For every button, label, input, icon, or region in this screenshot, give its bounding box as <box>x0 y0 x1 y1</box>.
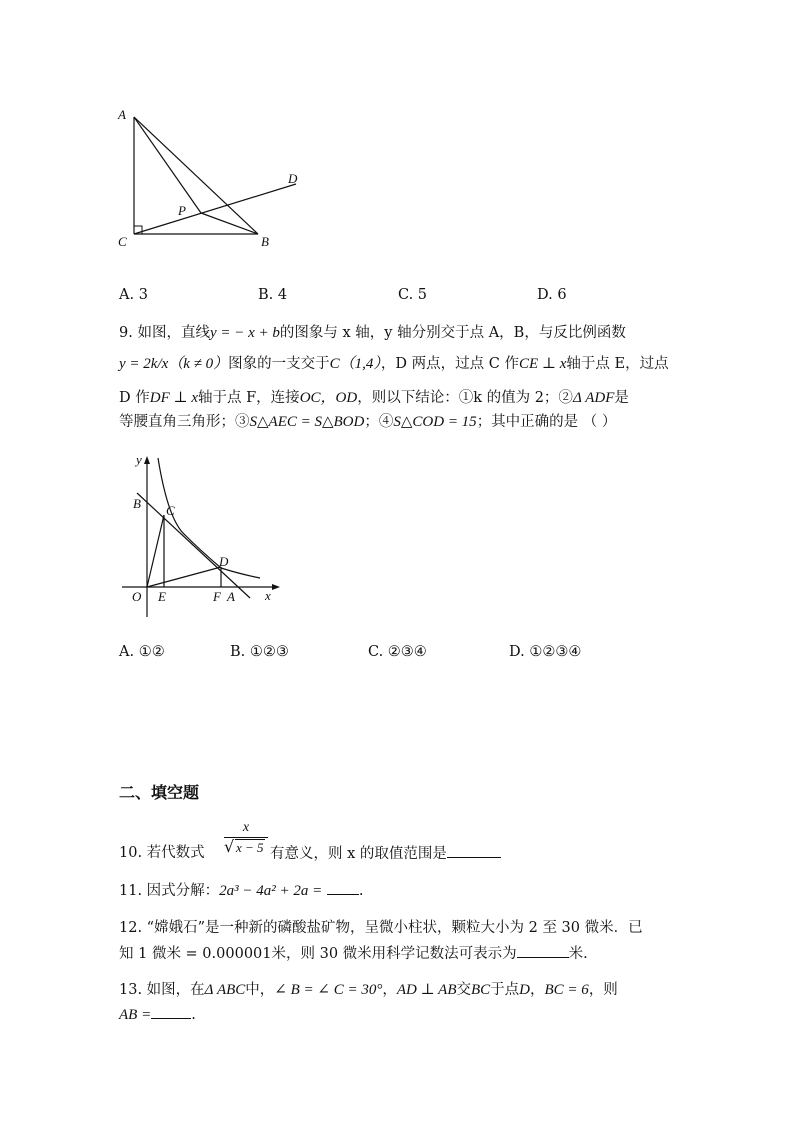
q13-line-1: 13. 如图，在Δ ABC中，∠ B = ∠ C = 30°，AD ⊥ AB交BC于点D，BC = 6，则 <box>119 982 618 998</box>
sqrt-symbol: √ <box>224 837 235 856</box>
label-a: A <box>118 107 126 122</box>
q11-answer-blank <box>327 880 359 895</box>
label-c: C <box>118 234 127 249</box>
label-b: B <box>261 234 269 249</box>
q11-line: 11. 因式分解：2a³ − 4a² + 2a = . <box>119 880 364 901</box>
figure-2-graph <box>120 450 290 620</box>
label-y: y <box>136 452 142 467</box>
segment-ab <box>134 117 258 234</box>
label-x: x <box>265 588 271 603</box>
label-a: A <box>227 589 235 604</box>
q9-line-4: 等腰直角三角形；③S△AEC = S△BOD；④S△COD = 15；其中正确的是 （ ） <box>119 414 617 430</box>
q12-line-2: 知 1 微米 = 0.000001米，则 30 微米用科学记数法可表示为 米. <box>119 943 588 964</box>
q9-option-b: B. ①②③ <box>230 644 289 660</box>
q12-line-1: 12. “嫦娥石”是一种新的磷酸盐矿物，呈微小柱状，颗粒大小为 2 至 30 微米．已 <box>119 920 643 936</box>
q9-option-d: D. ①②③④ <box>509 644 582 660</box>
q9-option-c: C. ②③④ <box>368 644 427 660</box>
q9-line-1: 9. 如图，直线y = − x + b的图象与 x 轴，y 轴分别交于点 A，B，与反比例函数 <box>119 325 626 341</box>
y-axis-arrow <box>144 456 150 464</box>
label-p: P <box>178 203 186 218</box>
q8-option-b: B. 4 <box>258 287 288 303</box>
q9-option-a: A. ①② <box>119 644 165 660</box>
section-2-title: 二、填空题 <box>119 783 200 802</box>
q10-fraction <box>224 820 268 857</box>
q9-line-3: D 作DF ⊥ x轴于点 F，连接OC，OD，则以下结论：①k 的值为 2；②Δ ADF是 <box>119 390 629 406</box>
q13-line-2: AB = . <box>119 1004 196 1025</box>
line-ab <box>137 493 250 598</box>
q10-text: 有意义，则 x 的取值范围是 <box>270 843 501 864</box>
segment-od <box>147 567 221 587</box>
q8-option-a: A. 3 <box>119 287 148 303</box>
label-e: E <box>158 589 166 604</box>
q10-numerator: x <box>242 820 250 835</box>
figure-1-triangle <box>110 105 320 255</box>
label-o: O <box>132 589 142 604</box>
q8-option-d: D. 6 <box>537 287 567 303</box>
segment-pb <box>201 213 258 234</box>
q8-option-c: C. 5 <box>398 287 428 303</box>
label-d: D <box>288 171 298 186</box>
label-b: B <box>133 496 141 511</box>
q12-answer-blank <box>517 943 569 958</box>
q10-denominator: √ x − 5 <box>224 837 264 856</box>
ray-cd <box>134 184 296 234</box>
segment-oc <box>147 515 164 587</box>
q10-prefix: 10. 若代数式 <box>119 845 205 861</box>
segment-ap <box>134 117 201 213</box>
x-axis-arrow <box>272 584 280 590</box>
q9-line-2: y = 2k/x（k ≠ 0）图象的一支交于C（1,4），D 两点，过点 C 作CE ⊥ x轴于点 E，过点 <box>119 356 669 372</box>
label-d: D <box>219 554 229 569</box>
label-c: C <box>166 503 175 518</box>
q10-answer-blank <box>447 843 501 858</box>
label-f: F <box>213 589 221 604</box>
q13-answer-blank <box>151 1004 191 1019</box>
